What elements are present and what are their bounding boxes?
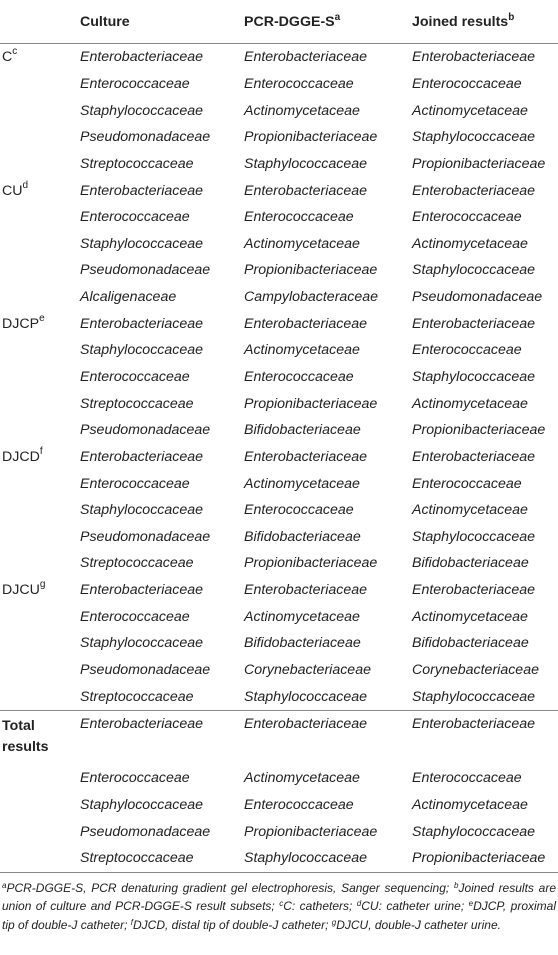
group-label-empty [0, 230, 80, 257]
pcr-dgge-s-cell: Staphylococcaceae [244, 688, 368, 705]
culture-cell: Pseudomonadaceae [80, 528, 211, 545]
group-label: $C^c$ [2, 46, 18, 66]
joined-results-cell: Enterobacteriaceae [412, 49, 536, 66]
footnote-text: DJCD, distal tip of double-J catheter; [132, 917, 332, 932]
pcr-dgge-s-cell: Enterococcaceae [244, 75, 354, 92]
table-row [0, 630, 558, 657]
header-row [0, 0, 558, 44]
table-row [0, 657, 558, 684]
pcr-dgge-s-cell: Actinomycetaceae [244, 770, 360, 787]
joined-results-cell: Staphylococcaceae [412, 688, 536, 705]
culture-cell: Enterobacteriaceae [80, 582, 204, 599]
group-label-empty [0, 630, 80, 657]
pcr-dgge-s-cell: Actinomycetaceae [244, 235, 360, 252]
table-row [0, 603, 558, 630]
group-label-empty [0, 524, 80, 551]
joined-results-cell: Actinomycetaceae [412, 102, 528, 119]
table-row [0, 444, 558, 471]
culture-cell: Staphylococcaceae [80, 235, 204, 252]
footnote-marker: c [279, 899, 284, 909]
pcr-dgge-s-cell: Bifidobacteriaceae [244, 422, 361, 439]
pcr-dgge-s-cell: Enterococcaceae [244, 209, 354, 226]
pcr-dgge-s-cell: Enterobacteriaceae [244, 182, 368, 199]
pcr-dgge-s-cell: Enterococcaceae [244, 502, 354, 519]
table-row [0, 124, 558, 151]
culture-cell: Streptococcaceae [80, 395, 194, 412]
group-label: DJCU$^g$ [2, 579, 46, 599]
pcr-dgge-s-cell: Propionibacteriaceae [244, 262, 378, 279]
group-label-empty [0, 550, 80, 577]
group-label-empty [0, 204, 80, 231]
group-label-empty [0, 818, 80, 845]
table-row [0, 230, 558, 257]
footnote-text: PCR-DGGE-S, PCR denaturing gradient gel electrophoresis, Sanger sequencing; [6, 880, 454, 895]
footnotes [0, 873, 558, 935]
culture-cell: Enterobacteriaceae [80, 182, 204, 199]
pcr-dgge-s-cell: Enterobacteriaceae [244, 711, 412, 766]
table-row [0, 792, 558, 819]
group-label-empty [0, 364, 80, 391]
pcr-dgge-s-cell: Staphylococcaceae [244, 155, 368, 172]
pcr-dgge-s-cell: Enterobacteriaceae [244, 315, 368, 332]
culture-cell: Staphylococcaceae [80, 796, 204, 813]
table-row [0, 364, 558, 391]
pcr-dgge-s-cell: Actinomycetaceae [244, 342, 360, 359]
culture-cell: Staphylococcaceae [80, 502, 204, 519]
joined-results-cell: Enterobacteriaceae [412, 448, 536, 465]
footnote-marker: f [130, 917, 133, 927]
pcr-dgge-s-cell: Enterococcaceae [244, 796, 354, 813]
culture-cell: Streptococcaceae [80, 155, 194, 172]
culture-cell: Enterococcaceae [80, 369, 190, 385]
table-row [0, 818, 558, 845]
group-label-empty [0, 97, 80, 124]
joined-results-cell: Propionibacteriaceae [412, 422, 546, 439]
group-label-empty [0, 603, 80, 630]
group-label-empty [0, 765, 80, 792]
table-row [0, 550, 558, 577]
header-pcr-dgge-s: PCR-$DGGE-S^a$ [244, 0, 412, 44]
table-row [0, 151, 558, 178]
joined-results-cell: Bifidobacteriaceae [412, 555, 529, 572]
joined-results-cell: Enterobacteriaceae [412, 315, 536, 332]
joined-results-cell: Enterobacteriaceae [412, 182, 536, 199]
table-row [0, 765, 558, 792]
group-label-empty [0, 657, 80, 684]
culture-cell: Alcaligenaceae [80, 289, 177, 306]
table-row [0, 44, 558, 71]
culture-cell: Streptococcaceae [80, 845, 244, 872]
group-label-empty [0, 470, 80, 497]
joined-results-cell: Enterococcaceae [412, 770, 522, 787]
group-label: $CU^d$ [2, 179, 29, 199]
group-label: DJCP$^e$ [2, 312, 45, 332]
pcr-dgge-s-cell: Enterobacteriaceae [244, 448, 368, 465]
footnote-marker: a [2, 880, 7, 890]
group-label-empty [0, 151, 80, 178]
table-row [0, 417, 558, 444]
culture-cell: Staphylococcaceae [80, 635, 204, 652]
joined-results-cell: Bifidobacteriaceae [412, 635, 529, 652]
joined-results-cell: Actinomycetaceae [412, 395, 528, 412]
culture-cell: Enterococcaceae [80, 475, 190, 492]
culture-cell: Pseudomonadaceae [80, 262, 211, 279]
pcr-dgge-s-cell: Bifidobacteriaceae [244, 635, 361, 652]
culture-cell: Pseudomonadaceae [80, 823, 211, 840]
culture-cell: Staphylococcaceae [80, 102, 204, 119]
joined-results-cell: Staphylococcaceae [412, 528, 536, 545]
joined-results-cell: Staphylococcaceae [412, 129, 536, 146]
joined-results-cell: Enterococcaceae [412, 475, 522, 492]
table-row [0, 204, 558, 231]
header-group [0, 0, 80, 44]
pcr-dgge-s-cell: Actinomycetaceae [244, 608, 360, 625]
joined-results-cell: Staphylococcaceae [412, 369, 536, 385]
culture-cell: Streptococcaceae [80, 555, 194, 572]
pcr-dgge-s-cell: Bifidobacteriaceae [244, 528, 361, 545]
pcr-dgge-s-cell: Corynebacteriaceae [244, 662, 371, 679]
joined-results-cell: Actinomycetaceae [412, 796, 528, 813]
group-label-empty [0, 124, 80, 151]
table-row [0, 337, 558, 364]
footnote-text: Joined results are union of culture and PCR-DGGE-S result subsets; [2, 880, 556, 914]
joined-results-cell: Enterococcaceae [412, 75, 522, 92]
table-row [0, 177, 558, 204]
culture-cell: Enterobacteriaceae [80, 448, 204, 465]
table-row [0, 470, 558, 497]
table-row [0, 524, 558, 551]
table-row [0, 310, 558, 337]
culture-cell: Staphylococcaceae [80, 342, 204, 359]
table-row [0, 711, 558, 766]
culture-cell: Enterobacteriaceae [80, 315, 204, 332]
joined-results-cell: Staphylococcaceae [412, 262, 536, 279]
footnote-text: CU: catheter urine; [361, 899, 469, 914]
group-label-empty [0, 497, 80, 524]
pcr-dgge-s-cell: Enterobacteriaceae [244, 49, 368, 66]
table-row [0, 71, 558, 98]
header-culture: Culture [80, 0, 244, 44]
group-label-empty [0, 845, 80, 872]
group-label-empty [0, 71, 80, 98]
culture-cell: Enterobacteriaceae [80, 49, 204, 66]
footnote-marker: b [454, 880, 459, 890]
pcr-dgge-s-cell: Campylobacteraceae [244, 289, 379, 306]
footnote-text: DJCU, double-J catheter urine. [336, 917, 501, 932]
pcr-dgge-s-cell: Actinomycetaceae [244, 102, 360, 119]
joined-results-cell: Enterococcaceae [412, 342, 522, 359]
pcr-dgge-s-cell: Propionibacteriaceae [244, 395, 378, 412]
joined-results-cell: Staphylococcaceae [412, 823, 536, 840]
table-row [0, 497, 558, 524]
total-results-label: Total results [0, 711, 80, 766]
table-row [0, 284, 558, 311]
culture-cell: Enterococcaceae [80, 209, 190, 226]
table-row [0, 257, 558, 284]
group-label-empty [0, 337, 80, 364]
pcr-dgge-s-cell: Enterobacteriaceae [244, 582, 368, 599]
culture-cell: Pseudomonadaceae [80, 129, 211, 146]
joined-results-cell: Actinomycetaceae [412, 502, 528, 519]
joined-results-cell: Actinomycetaceae [412, 608, 528, 625]
footnote-marker: e [468, 899, 474, 909]
pcr-dgge-s-cell: Propionibacteriaceae [244, 129, 378, 146]
footnote-marker: d [356, 899, 362, 909]
culture-cell: Enterobacteriaceae [80, 711, 244, 766]
footnote-text: DJCP, proximal tip of double-J catheter; [2, 899, 556, 932]
footnote-marker: g [331, 917, 337, 927]
pcr-dgge-s-cell: Enterococcaceae [244, 369, 354, 385]
table-body [0, 44, 558, 873]
group-label-empty [0, 257, 80, 284]
culture-cell: Enterococcaceae [80, 770, 190, 787]
group-label-empty [0, 417, 80, 444]
group-label-empty [0, 683, 80, 710]
joined-results-cell: Corynebacteriaceae [412, 662, 539, 679]
table-row [0, 683, 558, 710]
culture-cell: Pseudomonadaceae [80, 422, 211, 439]
culture-cell: Pseudomonadaceae [80, 662, 211, 679]
group-label: DJCD$^f$ [2, 445, 43, 465]
table-row [0, 390, 558, 417]
table-row [0, 97, 558, 124]
culture-cell: Enterococcaceae [80, 75, 190, 92]
group-label-empty [0, 792, 80, 819]
joined-results-cell: Enterobacteriaceae [412, 582, 536, 599]
pcr-dgge-s-cell: Actinomycetaceae [244, 475, 360, 492]
group-label-empty [0, 390, 80, 417]
joined-results-cell: Enterococcaceae [412, 209, 522, 226]
joined-results-cell: Pseudomonadaceae [412, 289, 543, 306]
pcr-dgge-s-cell: Propionibacteriaceae [244, 823, 378, 840]
pcr-dgge-s-cell: Staphylococcaceae [244, 845, 412, 872]
table-row [0, 845, 558, 872]
joined-results-cell: Enterobacteriaceae [412, 711, 558, 766]
header-joined-results: Joined results$^b$ [412, 0, 558, 44]
culture-cell: Streptococcaceae [80, 688, 194, 705]
joined-results-cell: Propionibacteriaceae [412, 155, 546, 172]
joined-results-cell: Propionibacteriaceae [412, 845, 558, 872]
culture-cell: Enterococcaceae [80, 608, 190, 625]
footnote-text: C: catheters; [283, 899, 357, 914]
table-row [0, 577, 558, 604]
joined-results-cell: Actinomycetaceae [412, 235, 528, 252]
pcr-dgge-s-cell: Propionibacteriaceae [244, 555, 378, 572]
group-label-empty [0, 284, 80, 311]
